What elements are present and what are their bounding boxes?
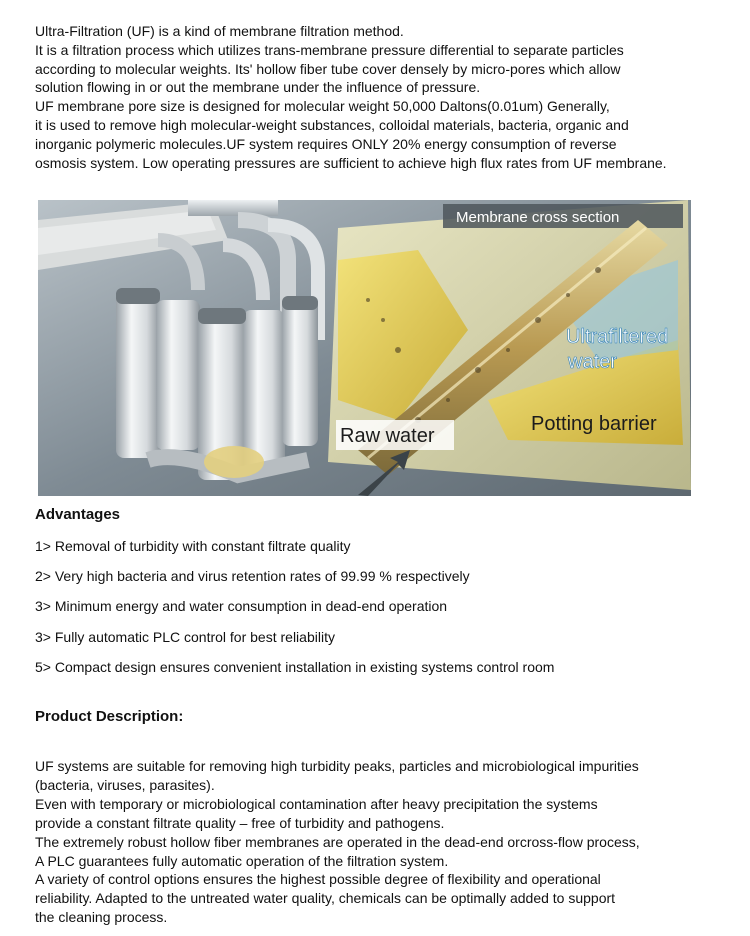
description-line: A PLC guarantees fully automatic operation of the filtration system. [35,852,449,869]
label-potting-barrier: Potting barrier [531,413,657,435]
list-item: 2> Very high bacteria and virus retention rates of 99.99 % respectively [35,568,470,585]
uf-module [156,300,200,450]
particle [366,298,370,302]
description-line: reliability. Adapted to the untreated water quality, chemicals can be optimally added to support [35,890,616,907]
intro-line: UF membrane pore size is designed for molecular weight 50,000 Daltons(0.01um) Generally, [35,98,610,115]
list-item: 3> Minimum energy and water consumption in dead-end operation [35,598,448,615]
uf-module [116,288,160,458]
product-description-text [35,757,735,927]
description-line: the cleaning process. [35,909,168,926]
particle [535,317,541,323]
membrane-illustration [38,200,691,496]
label-raw-water: Raw water [340,425,435,447]
label-membrane-cross-section: Membrane cross section [456,209,620,226]
description-line: UF systems are suitable for removing high turbidity peaks, particles and microbiological impurities [35,758,639,774]
label-ultrafiltered: Ultrafiltered [566,326,669,348]
advantages-list [35,537,735,688]
description-line: A variety of control options ensures the highest possible degree of flexibility and operational [35,871,601,888]
intro-line: osmosis system. Low operating pressures are sufficient to achieve high flux rates from UF membrane. [35,154,667,171]
cut-section [204,446,264,478]
list-item: 3> Fully automatic PLC control for best reliability [35,628,335,645]
advantages-title: Advantages [35,506,121,523]
manifold-pipe [188,200,278,216]
uf-module-cap [282,296,318,310]
particle [381,318,385,322]
intro-line: inorganic polymeric molecules.UF system requires ONLY 20% energy consumption of reverse [35,135,617,152]
uf-module [243,310,285,470]
particle [566,293,570,297]
product-description-title: Product Description: [35,708,184,725]
particle [446,398,450,402]
intro-line: it is used to remove high molecular-weight substances, colloidal materials, bacteria, organic and [35,116,629,133]
description-line: Even with temporary or microbiological contamination after heavy precipitation the systems [35,795,598,812]
intro-line: It is a filtration process which utilizes trans-membrane pressure differential to separate particles [35,41,624,58]
description-line: (bacteria, viruses, parasites). [35,776,215,793]
intro-line: solution flowing in or out the membrane under the influence of pressure. [35,79,481,96]
uf-module-cap [198,308,246,324]
particle [595,267,601,273]
uf-module [282,296,318,446]
label-water: water [568,351,617,373]
description-line: provide a constant filtrate quality – free of turbidity and pathogens. [35,814,445,831]
uf-module-cap [116,288,160,304]
list-item: 1> Removal of turbidity with constant filtrate quality [35,538,351,554]
particle [506,348,510,352]
intro-text [35,22,735,172]
description-line: The extremely robust hollow fiber membranes are operated in the dead-end orcross-flow process, [35,833,640,850]
particle [475,367,481,373]
particle [395,347,401,353]
membrane-illustration-svg [38,200,691,496]
list-item: 5> Compact design ensures convenient installation in existing systems control room [35,658,555,675]
intro-line: according to molecular weights. Its' hollow fiber tube cover densely by micro-pores which allow [35,60,621,77]
intro-line: Ultra-Filtration (UF) is a kind of membrane filtration method. [35,23,404,39]
